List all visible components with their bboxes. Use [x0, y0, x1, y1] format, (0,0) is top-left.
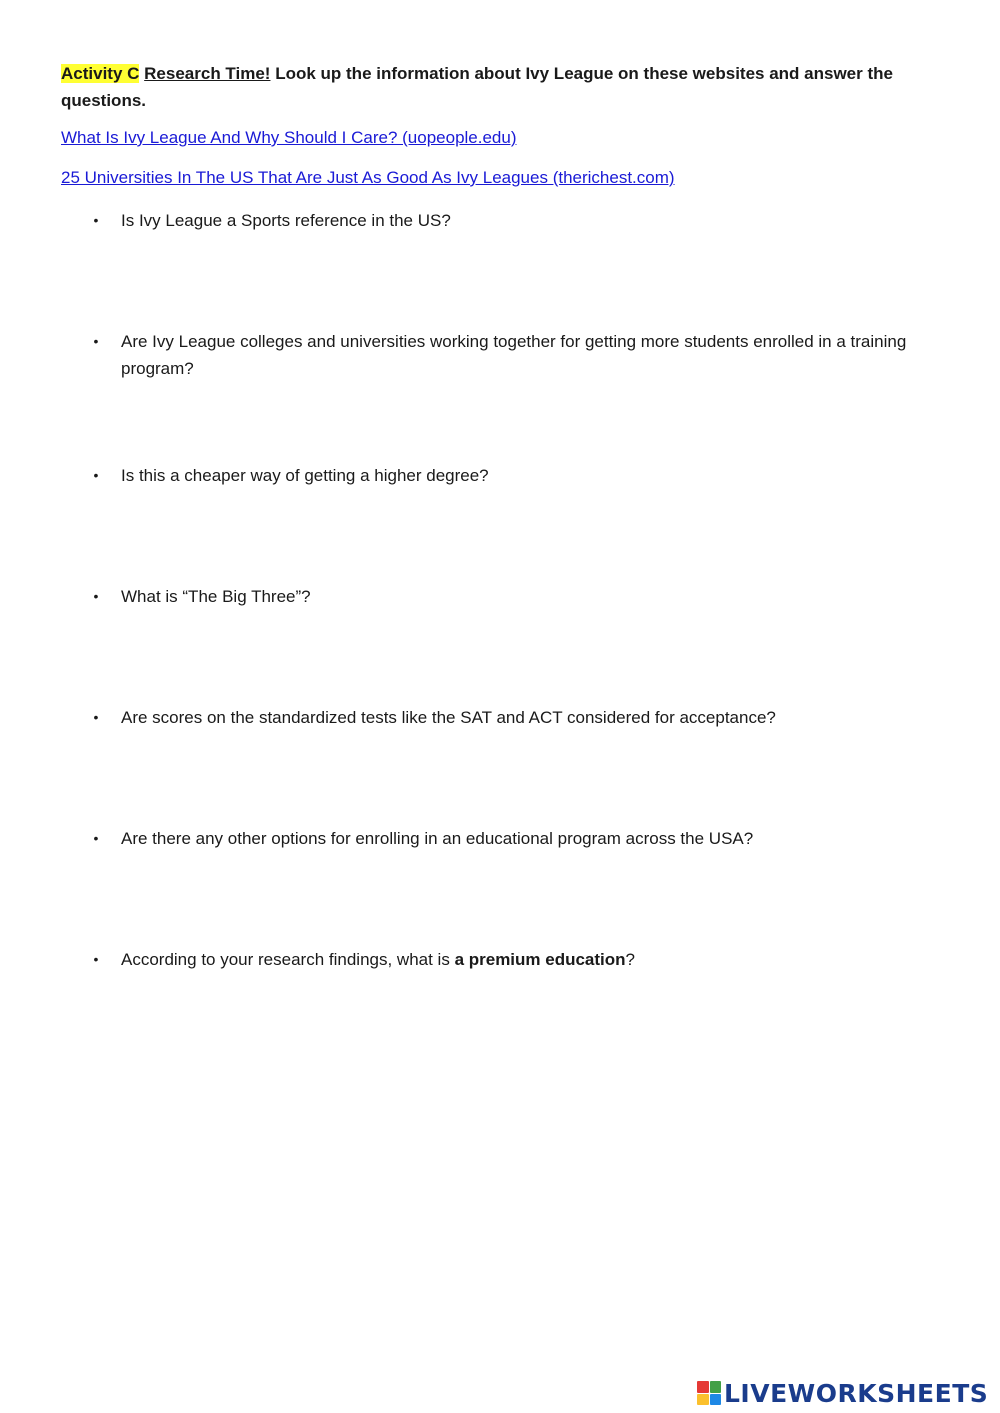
- bullet-icon: •: [93, 709, 99, 725]
- liveworksheets-brand[interactable]: [697, 1377, 988, 1409]
- bullet-icon: •: [93, 951, 99, 967]
- bullet-icon: •: [93, 830, 99, 846]
- question-text-bold: a premium education: [454, 950, 626, 969]
- link-uopeople[interactable]: What Is Ivy League And Why Should I Care? (uopeople.edu): [61, 128, 517, 147]
- instructions-text: Look up the information about Ivy League on these websites and answer the questions.: [61, 64, 893, 110]
- question-text-start: According to your research findings, what is: [121, 950, 455, 969]
- bullet-icon: •: [93, 588, 99, 604]
- logo-square-yellow: [697, 1394, 709, 1406]
- question-text-end: ?: [625, 950, 636, 969]
- activity-label: Activity C: [61, 64, 140, 83]
- question-5: [90, 704, 930, 731]
- question-1: [90, 207, 930, 234]
- activity-header: [61, 60, 941, 114]
- question-2: [90, 328, 930, 382]
- liveworksheets-logo-icon: [697, 1381, 721, 1405]
- logo-square-green: [710, 1381, 722, 1393]
- question-6: [90, 825, 930, 852]
- question-text: Is this a cheaper way of getting a higher degree?: [121, 466, 489, 485]
- question-text: Are scores on the standardized tests like the SAT and ACT considered for acceptance?: [121, 708, 776, 727]
- research-time-label: Research Time!: [144, 64, 271, 83]
- bullet-icon: •: [93, 467, 99, 483]
- question-4: [90, 583, 930, 610]
- question-text: [121, 946, 930, 973]
- bullet-icon: •: [93, 333, 99, 349]
- brand-name: LIVEWORKSHEETS: [724, 1378, 989, 1408]
- question-7: [90, 946, 930, 973]
- question-text: Are Ivy League colleges and universities working together for getting more students enrolled in a training program?: [121, 332, 907, 378]
- question-text: What is “The Big Three”?: [121, 587, 311, 606]
- bullet-icon: •: [93, 212, 99, 228]
- question-text: Is Ivy League a Sports reference in the US?: [121, 211, 451, 230]
- question-3: [90, 462, 930, 489]
- logo-square-blue: [710, 1394, 722, 1406]
- question-text: Are there any other options for enrolling in an educational program across the USA?: [121, 829, 754, 848]
- link-therichest[interactable]: 25 Universities In The US That Are Just As Good As Ivy Leagues (therichest.com): [61, 168, 675, 187]
- logo-square-red: [697, 1381, 709, 1393]
